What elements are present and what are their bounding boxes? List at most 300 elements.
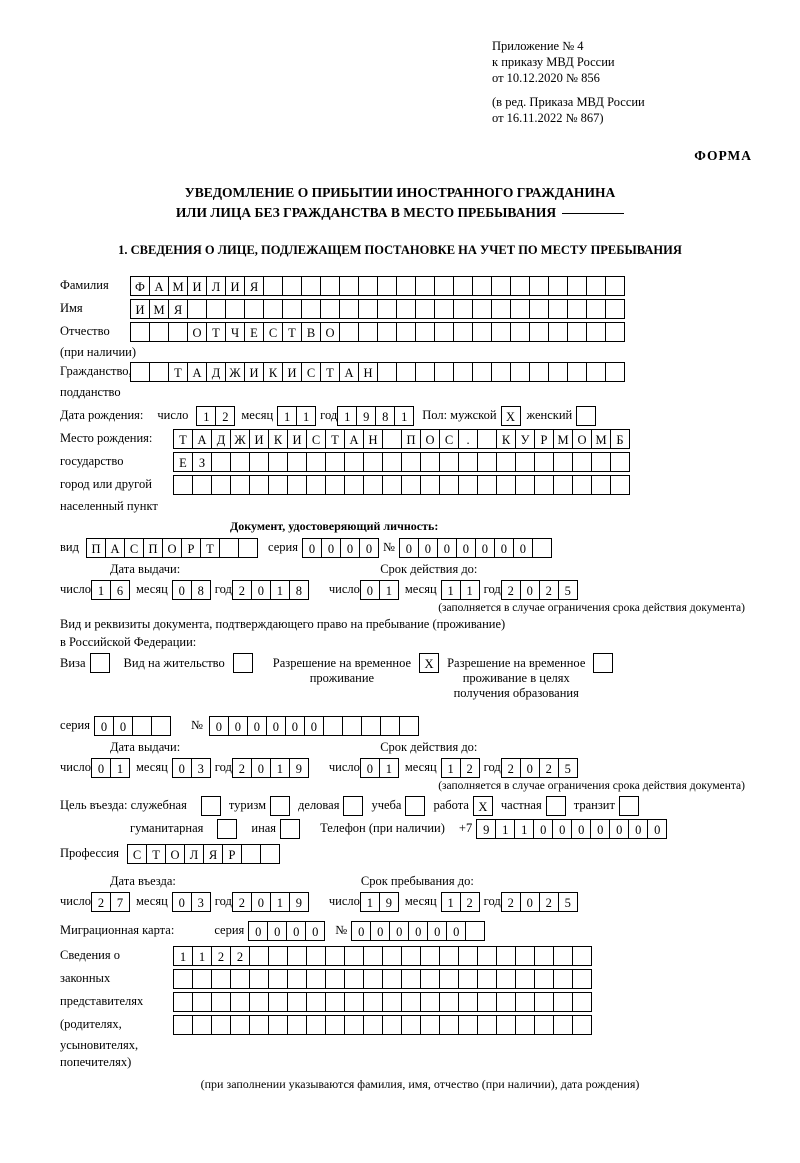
permit-issue-month-cell[interactable]: 3 (191, 758, 211, 778)
patronymic-cell[interactable] (377, 322, 397, 342)
birth-month-cell[interactable]: 1 (277, 406, 297, 426)
permit-series-field[interactable] (94, 716, 171, 736)
birth-place-2-cell[interactable] (211, 452, 231, 472)
surname-cell[interactable] (263, 276, 283, 296)
patronymic-cell[interactable] (339, 322, 359, 342)
birth-place-1-cell[interactable]: М (591, 429, 611, 449)
citizenship-cell[interactable] (586, 362, 606, 382)
birth-place-2-cell[interactable]: З (192, 452, 212, 472)
doc-kind-cell[interactable] (219, 538, 239, 558)
doc-number-cell[interactable]: 0 (475, 538, 495, 558)
stay-year-cell[interactable]: 5 (558, 892, 578, 912)
entry-year-cell[interactable]: 2 (232, 892, 252, 912)
legal-3-cell[interactable] (382, 992, 402, 1012)
legal-rep-line-2[interactable] (173, 969, 592, 989)
patronymic-cell[interactable]: Ч (225, 322, 245, 342)
doc-number-cell[interactable]: 0 (494, 538, 514, 558)
legal-3-cell[interactable] (534, 992, 554, 1012)
purpose-humanitarian-checkbox[interactable] (217, 819, 237, 839)
permit-number-cell[interactable] (342, 716, 362, 736)
birth-place-1-cell[interactable]: К (496, 429, 516, 449)
phone-cell[interactable]: 0 (552, 819, 572, 839)
visa-checkbox[interactable] (90, 653, 110, 673)
legal-4-cell[interactable] (211, 1015, 231, 1035)
legal-4-cell[interactable] (439, 1015, 459, 1035)
patronymic-cell[interactable] (149, 322, 169, 342)
doc-kind-cell[interactable]: Р (181, 538, 201, 558)
legal-rep-line-1[interactable] (173, 946, 592, 966)
birth-place-3-cell[interactable] (230, 475, 250, 495)
birth-place-1-cell[interactable]: О (420, 429, 440, 449)
citizenship-cell[interactable] (453, 362, 473, 382)
doc-valid-month-cell[interactable]: 1 (441, 580, 461, 600)
citizenship-cell[interactable] (529, 362, 549, 382)
entry-year-cell[interactable]: 1 (270, 892, 290, 912)
surname-cell[interactable]: И (225, 276, 245, 296)
sex-male-cell[interactable]: Х (501, 406, 521, 426)
birth-place-2-cell[interactable] (230, 452, 250, 472)
surname-cell[interactable] (529, 276, 549, 296)
birth-place-3-cell[interactable] (610, 475, 630, 495)
legal-3-cell[interactable] (401, 992, 421, 1012)
patronymic-cell[interactable]: С (263, 322, 283, 342)
birth-place-3-cell[interactable] (249, 475, 269, 495)
doc-number-cell[interactable]: 0 (513, 538, 533, 558)
legal-3-cell[interactable] (420, 992, 440, 1012)
permit-number-cell[interactable]: 0 (228, 716, 248, 736)
name-cell[interactable] (605, 299, 625, 319)
birth-place-3-cell[interactable] (553, 475, 573, 495)
sex-female-cell[interactable] (576, 406, 596, 426)
legal-4-cell[interactable] (363, 1015, 383, 1035)
patronymic-cell[interactable] (358, 322, 378, 342)
legal-3-cell[interactable] (306, 992, 326, 1012)
permit-number-field[interactable] (209, 716, 419, 736)
patronymic-cell[interactable] (548, 322, 568, 342)
birth-place-3-cell[interactable] (192, 475, 212, 495)
doc-valid-day-field[interactable] (360, 580, 399, 600)
legal-2-cell[interactable] (211, 969, 231, 989)
citizenship-cell[interactable]: С (301, 362, 321, 382)
doc-valid-day-cell[interactable]: 1 (379, 580, 399, 600)
legal-4-cell[interactable] (268, 1015, 288, 1035)
permit-number-cell[interactable]: 0 (304, 716, 324, 736)
purpose-tourism-checkbox[interactable] (270, 796, 290, 816)
legal-1-cell[interactable] (249, 946, 269, 966)
doc-kind-cell[interactable] (238, 538, 258, 558)
legal-2-cell[interactable] (496, 969, 516, 989)
patronymic-cell[interactable] (586, 322, 606, 342)
birth-place-3-cell[interactable] (401, 475, 421, 495)
purpose-official-checkbox[interactable] (201, 796, 221, 816)
birth-place-2-cell[interactable] (268, 452, 288, 472)
legal-4-cell[interactable] (230, 1015, 250, 1035)
legal-1-cell[interactable] (401, 946, 421, 966)
birth-place-2-cell[interactable] (534, 452, 554, 472)
name-cell[interactable] (510, 299, 530, 319)
doc-issue-month-field[interactable] (172, 580, 211, 600)
purpose-transit-checkbox[interactable] (619, 796, 639, 816)
patronymic-cell[interactable]: Е (244, 322, 264, 342)
entry-month-cell[interactable]: 3 (191, 892, 211, 912)
citizenship-cell[interactable] (567, 362, 587, 382)
legal-4-cell[interactable] (534, 1015, 554, 1035)
doc-kind-cell[interactable]: П (143, 538, 163, 558)
name-cell[interactable] (567, 299, 587, 319)
legal-2-cell[interactable] (249, 969, 269, 989)
legal-rep-line-4[interactable] (173, 1015, 592, 1035)
legal-2-cell[interactable] (287, 969, 307, 989)
legal-3-cell[interactable] (477, 992, 497, 1012)
permit-number-cell[interactable] (380, 716, 400, 736)
sex-female-checkbox[interactable] (576, 406, 596, 426)
birth-place-2-cell[interactable] (572, 452, 592, 472)
stay-day-field[interactable] (360, 892, 399, 912)
surname-cell[interactable]: И (187, 276, 207, 296)
birth-place-1-cell[interactable]: С (306, 429, 326, 449)
birth-place-1-cell[interactable]: А (192, 429, 212, 449)
stay-year-cell[interactable]: 2 (501, 892, 521, 912)
patronymic-field[interactable] (130, 322, 625, 342)
stay-day-cell[interactable]: 9 (379, 892, 399, 912)
birth-place-2-cell[interactable] (515, 452, 535, 472)
visa-cell[interactable] (90, 653, 110, 673)
birth-day-cell[interactable]: 1 (196, 406, 216, 426)
permit-valid-year-cell[interactable]: 0 (520, 758, 540, 778)
patronymic-cell[interactable] (491, 322, 511, 342)
legal-3-cell[interactable] (230, 992, 250, 1012)
legal-2-cell[interactable] (306, 969, 326, 989)
doc-kind-cell[interactable]: С (124, 538, 144, 558)
name-cell[interactable] (263, 299, 283, 319)
birth-place-1-cell[interactable]: Д (211, 429, 231, 449)
purpose-official-cell[interactable] (201, 796, 221, 816)
permit-number-cell[interactable] (399, 716, 419, 736)
name-cell[interactable] (206, 299, 226, 319)
permit-valid-month-cell[interactable]: 2 (460, 758, 480, 778)
birth-place-2-cell[interactable] (287, 452, 307, 472)
doc-valid-month-field[interactable] (441, 580, 480, 600)
doc-series-field[interactable] (302, 538, 379, 558)
purpose-work-checkbox[interactable] (473, 796, 493, 816)
legal-3-cell[interactable] (363, 992, 383, 1012)
legal-1-cell[interactable] (306, 946, 326, 966)
legal-4-cell[interactable] (382, 1015, 402, 1035)
birth-place-2-cell[interactable] (458, 452, 478, 472)
profession-cell[interactable]: Р (222, 844, 242, 864)
legal-2-cell[interactable] (572, 969, 592, 989)
doc-issue-year-cell[interactable]: 8 (289, 580, 309, 600)
permit-valid-month-field[interactable] (441, 758, 480, 778)
surname-cell[interactable]: Ф (130, 276, 150, 296)
doc-valid-year-field[interactable] (501, 580, 578, 600)
birth-place-1-cell[interactable]: К (268, 429, 288, 449)
purpose-other-checkbox[interactable] (280, 819, 300, 839)
legal-3-cell[interactable] (553, 992, 573, 1012)
stay-month-cell[interactable]: 2 (460, 892, 480, 912)
legal-4-cell[interactable] (306, 1015, 326, 1035)
migration-number-cell[interactable] (465, 921, 485, 941)
legal-2-cell[interactable] (173, 969, 193, 989)
permit-issue-day-field[interactable] (91, 758, 130, 778)
name-cell[interactable] (529, 299, 549, 319)
legal-1-cell[interactable] (382, 946, 402, 966)
birth-month-field[interactable] (277, 406, 316, 426)
phone-cell[interactable]: 0 (533, 819, 553, 839)
permit-issue-year-cell[interactable]: 9 (289, 758, 309, 778)
name-field[interactable] (130, 299, 625, 319)
patronymic-cell[interactable] (130, 322, 150, 342)
permit-valid-day-cell[interactable]: 1 (379, 758, 399, 778)
doc-valid-year-cell[interactable]: 0 (520, 580, 540, 600)
citizenship-cell[interactable] (548, 362, 568, 382)
purpose-tourism-cell[interactable] (270, 796, 290, 816)
birth-place-1-cell[interactable]: О (572, 429, 592, 449)
purpose-transit-cell[interactable] (619, 796, 639, 816)
name-cell[interactable] (491, 299, 511, 319)
phone-cell[interactable]: 1 (514, 819, 534, 839)
name-cell[interactable] (377, 299, 397, 319)
permit-series-cell[interactable] (151, 716, 171, 736)
doc-kind-field[interactable] (86, 538, 258, 558)
name-cell[interactable]: Я (168, 299, 188, 319)
birth-month-cell[interactable]: 1 (296, 406, 316, 426)
legal-3-cell[interactable] (439, 992, 459, 1012)
doc-kind-cell[interactable]: П (86, 538, 106, 558)
surname-cell[interactable] (605, 276, 625, 296)
birth-place-3-cell[interactable] (268, 475, 288, 495)
birth-place-1-cell[interactable]: У (515, 429, 535, 449)
legal-1-cell[interactable] (553, 946, 573, 966)
name-cell[interactable] (453, 299, 473, 319)
phone-cell[interactable]: 9 (476, 819, 496, 839)
permit-number-cell[interactable]: 0 (209, 716, 229, 736)
name-cell[interactable] (320, 299, 340, 319)
birth-place-1-cell[interactable]: Т (173, 429, 193, 449)
phone-cell[interactable]: 0 (590, 819, 610, 839)
purpose-private-cell[interactable] (546, 796, 566, 816)
doc-number-field[interactable] (399, 538, 552, 558)
legal-rep-line-3[interactable] (173, 992, 592, 1012)
legal-2-cell[interactable] (439, 969, 459, 989)
patronymic-cell[interactable]: О (320, 322, 340, 342)
stay-year-field[interactable] (501, 892, 578, 912)
permit-valid-year-field[interactable] (501, 758, 578, 778)
residence-checkbox[interactable] (233, 653, 253, 673)
surname-cell[interactable] (586, 276, 606, 296)
legal-3-cell[interactable] (173, 992, 193, 1012)
citizenship-cell[interactable] (434, 362, 454, 382)
profession-cell[interactable]: Л (184, 844, 204, 864)
doc-issue-year-field[interactable] (232, 580, 309, 600)
permit-number-cell[interactable]: 0 (247, 716, 267, 736)
birth-place-1-cell[interactable] (477, 429, 497, 449)
legal-3-cell[interactable] (192, 992, 212, 1012)
doc-issue-day-cell[interactable]: 6 (110, 580, 130, 600)
stay-year-cell[interactable]: 0 (520, 892, 540, 912)
legal-1-cell[interactable] (268, 946, 288, 966)
birth-place-3-cell[interactable] (496, 475, 516, 495)
legal-3-cell[interactable] (572, 992, 592, 1012)
profession-cell[interactable] (241, 844, 261, 864)
profession-cell[interactable]: Я (203, 844, 223, 864)
patronymic-cell[interactable] (472, 322, 492, 342)
patronymic-cell[interactable] (415, 322, 435, 342)
surname-cell[interactable] (320, 276, 340, 296)
legal-1-cell[interactable] (534, 946, 554, 966)
legal-2-cell[interactable] (344, 969, 364, 989)
doc-valid-year-cell[interactable]: 5 (558, 580, 578, 600)
legal-1-cell[interactable]: 1 (192, 946, 212, 966)
phone-cell[interactable]: 0 (647, 819, 667, 839)
legal-1-cell[interactable] (439, 946, 459, 966)
edu-residence-cell[interactable] (593, 653, 613, 673)
name-cell[interactable]: И (130, 299, 150, 319)
citizenship-cell[interactable] (377, 362, 397, 382)
entry-year-cell[interactable]: 9 (289, 892, 309, 912)
stay-year-cell[interactable]: 2 (539, 892, 559, 912)
name-cell[interactable] (358, 299, 378, 319)
residence-cell[interactable] (233, 653, 253, 673)
birth-place-2-cell[interactable]: Е (173, 452, 193, 472)
birth-year-cell[interactable]: 1 (337, 406, 357, 426)
birth-place-2-cell[interactable] (610, 452, 630, 472)
birth-place-3-cell[interactable] (515, 475, 535, 495)
legal-4-cell[interactable] (572, 1015, 592, 1035)
stay-day-cell[interactable]: 1 (360, 892, 380, 912)
migration-number-cell[interactable]: 0 (408, 921, 428, 941)
citizenship-cell[interactable] (510, 362, 530, 382)
citizenship-cell[interactable]: К (263, 362, 283, 382)
temp-residence-cell[interactable]: Х (419, 653, 439, 673)
surname-cell[interactable] (301, 276, 321, 296)
legal-2-cell[interactable] (553, 969, 573, 989)
permit-valid-day-field[interactable] (360, 758, 399, 778)
purpose-business-checkbox[interactable] (343, 796, 363, 816)
birth-year-field[interactable] (337, 406, 414, 426)
permit-series-cell[interactable] (132, 716, 152, 736)
legal-3-cell[interactable] (287, 992, 307, 1012)
birth-place-3-cell[interactable] (382, 475, 402, 495)
migration-series-cell[interactable]: 0 (305, 921, 325, 941)
purpose-private-checkbox[interactable] (546, 796, 566, 816)
birth-day-field[interactable] (196, 406, 235, 426)
profession-cell[interactable]: С (127, 844, 147, 864)
surname-cell[interactable] (282, 276, 302, 296)
migration-number-cell[interactable]: 0 (446, 921, 466, 941)
legal-3-cell[interactable] (515, 992, 535, 1012)
legal-1-cell[interactable] (458, 946, 478, 966)
citizenship-cell[interactable] (396, 362, 416, 382)
citizenship-cell[interactable] (130, 362, 150, 382)
birth-place-3-cell[interactable] (363, 475, 383, 495)
legal-2-cell[interactable] (382, 969, 402, 989)
legal-1-cell[interactable]: 2 (230, 946, 250, 966)
phone-cell[interactable]: 0 (628, 819, 648, 839)
doc-number-cell[interactable] (532, 538, 552, 558)
permit-issue-day-cell[interactable]: 1 (110, 758, 130, 778)
entry-month-cell[interactable]: 0 (172, 892, 192, 912)
birth-place-3-cell[interactable] (439, 475, 459, 495)
doc-kind-cell[interactable]: А (105, 538, 125, 558)
profession-cell[interactable] (260, 844, 280, 864)
migration-series-field[interactable] (248, 921, 325, 941)
legal-4-cell[interactable] (344, 1015, 364, 1035)
doc-issue-year-cell[interactable]: 1 (270, 580, 290, 600)
legal-4-cell[interactable] (287, 1015, 307, 1035)
legal-2-cell[interactable] (192, 969, 212, 989)
legal-3-cell[interactable] (211, 992, 231, 1012)
migration-series-cell[interactable]: 0 (248, 921, 268, 941)
doc-number-cell[interactable]: 0 (437, 538, 457, 558)
doc-series-cell[interactable]: 0 (302, 538, 322, 558)
legal-2-cell[interactable] (477, 969, 497, 989)
legal-1-cell[interactable] (515, 946, 535, 966)
edu-residence-checkbox[interactable] (593, 653, 613, 673)
surname-field[interactable] (130, 276, 625, 296)
birth-place-2-cell[interactable] (553, 452, 573, 472)
permit-issue-year-cell[interactable]: 0 (251, 758, 271, 778)
legal-1-cell[interactable]: 2 (211, 946, 231, 966)
name-cell[interactable] (187, 299, 207, 319)
legal-4-cell[interactable] (420, 1015, 440, 1035)
entry-year-cell[interactable]: 0 (251, 892, 271, 912)
name-cell[interactable] (434, 299, 454, 319)
birth-place-1-cell[interactable]: М (553, 429, 573, 449)
temp-residence-checkbox[interactable] (419, 653, 439, 673)
patronymic-cell[interactable]: В (301, 322, 321, 342)
legal-1-cell[interactable] (363, 946, 383, 966)
birth-place-2-cell[interactable] (496, 452, 516, 472)
permit-series-cell[interactable]: 0 (113, 716, 133, 736)
legal-4-cell[interactable] (515, 1015, 535, 1035)
legal-4-cell[interactable] (496, 1015, 516, 1035)
citizenship-cell[interactable]: Н (358, 362, 378, 382)
patronymic-cell[interactable]: О (187, 322, 207, 342)
permit-valid-month-cell[interactable]: 1 (441, 758, 461, 778)
legal-4-cell[interactable] (401, 1015, 421, 1035)
birth-place-1-cell[interactable]: И (287, 429, 307, 449)
name-cell[interactable] (548, 299, 568, 319)
legal-2-cell[interactable] (363, 969, 383, 989)
name-cell[interactable] (396, 299, 416, 319)
name-cell[interactable] (282, 299, 302, 319)
migration-series-cell[interactable]: 0 (286, 921, 306, 941)
permit-number-cell[interactable]: 0 (285, 716, 305, 736)
citizenship-cell[interactable]: Ж (225, 362, 245, 382)
profession-field[interactable] (127, 844, 280, 864)
citizenship-cell[interactable]: А (339, 362, 359, 382)
patronymic-cell[interactable] (567, 322, 587, 342)
birth-place-3-cell[interactable] (325, 475, 345, 495)
permit-issue-year-cell[interactable]: 2 (232, 758, 252, 778)
legal-1-cell[interactable] (325, 946, 345, 966)
birth-year-cell[interactable]: 8 (375, 406, 395, 426)
entry-day-cell[interactable]: 7 (110, 892, 130, 912)
surname-cell[interactable] (415, 276, 435, 296)
birth-place-3-cell[interactable] (173, 475, 193, 495)
birth-place-3-cell[interactable] (344, 475, 364, 495)
patronymic-cell[interactable] (434, 322, 454, 342)
birth-place-2-cell[interactable] (344, 452, 364, 472)
birth-place-2-cell[interactable] (477, 452, 497, 472)
migration-number-cell[interactable]: 0 (351, 921, 371, 941)
citizenship-cell[interactable]: Д (206, 362, 226, 382)
doc-valid-day-cell[interactable]: 0 (360, 580, 380, 600)
doc-number-cell[interactable]: 0 (399, 538, 419, 558)
birth-place-1-cell[interactable]: Ж (230, 429, 250, 449)
birth-place-1-cell[interactable]: С (439, 429, 459, 449)
